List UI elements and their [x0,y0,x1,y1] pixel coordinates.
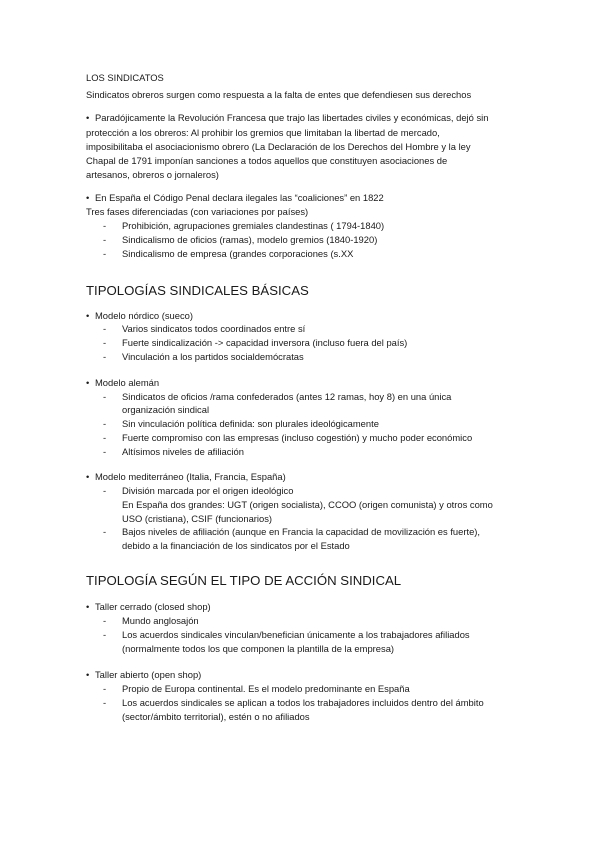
closed-shop-item-cont: (normalmente todos los que componen la plantilla de la empresa) [122,643,395,654]
dash-icon: - [103,697,107,708]
paradox-line-2: protección a los obreros: Al prohibir los gremios que limitaban la libertad de mercado, [86,127,440,138]
phase-item: Sindicalismo de oficios (ramas), modelo gremios (1840-1920) [122,234,378,245]
open-shop-item-cont: (sector/ámbito territorial), estén o no afiliados [122,711,310,722]
phase-item: Prohibición, agrupaciones gremiales clandestinas ( 1794-1840) [122,220,385,231]
bullet-icon: • [86,601,90,612]
nordic-item: Fuerte sindicalización -> capacidad inversora (incluso fuera del país) [122,337,408,348]
paradox-line-4: Chapal de 1791 imponían sanciones a todos aquellos que constituyen asociaciones de [86,155,448,166]
dash-icon: - [103,337,107,348]
mediterranean-item-cont: En España dos grandes: UGT (origen socialista), CCOO (origen comunista) y otros como [122,499,493,510]
bullet-icon: • [86,377,90,388]
german-label: • Modelo alemán [86,377,160,388]
german-item-cont: organización sindical [122,404,210,415]
dash-icon: - [103,351,107,362]
nordic-item: Varios sindicatos todos coordinados entre sí [122,323,306,334]
phases-intro: Tres fases diferenciadas (con variaciones por países) [86,206,309,217]
dash-icon: - [103,446,107,457]
closed-shop-label: • Taller cerrado (closed shop) [86,601,211,612]
spain-lead: • En España el Código Penal declara ilegales las “coaliciones” en 1822 [86,192,384,203]
nordic-label: • Modelo nórdico (sueco) [86,310,193,321]
dash-icon: - [103,432,107,443]
closed-shop-item: Mundo anglosajón [122,615,199,626]
section-heading-tipologias: TIPOLOGÍAS SINDICALES BÁSICAS [86,283,309,298]
bullet-icon: • [86,192,90,203]
bullet-icon: • [86,112,90,123]
dash-icon: - [103,234,107,245]
paradox-line-3: imposibilitaba el asociacionismo obrero (La Declaración de los Derechos del Hombre y la ley [86,141,471,152]
phase-item: Sindicalismo de empresa (grandes corporaciones (s.XX [122,248,354,259]
bullet-icon: • [86,471,90,482]
dash-icon: - [103,323,107,334]
german-item: Sindicatos de oficios /rama confederados (antes 12 ramas, hoy 8) en una única [122,391,452,402]
paradox-line-5: artesanos, obreros o jornaleros) [86,169,219,180]
closed-shop-item: Los acuerdos sindicales vinculan/benefician únicamente a los trabajadores afiliados [122,629,470,640]
dash-icon: - [103,629,107,640]
dash-icon: - [103,615,107,626]
bullet-icon: • [86,310,90,321]
german-item: Fuerte compromiso con las empresas (incluso cogestión) y mucho poder económico [122,432,473,443]
intro-text: Sindicatos obreros surgen como respuesta a la falta de entes que defendiesen sus derechos [86,89,472,100]
bullet-icon: • [86,669,90,680]
doc-title: LOS SINDICATOS [86,72,164,83]
nordic-item: Vinculación a los partidos socialdemócratas [122,351,304,362]
german-item: Altísimos niveles de afiliación [122,446,244,457]
dash-icon: - [103,485,107,496]
dash-icon: - [103,391,107,402]
mediterranean-item: Bajos niveles de afiliación (aunque en Francia la capacidad de movilización es fuerte), [122,526,481,537]
mediterranean-item-cont: USO (cristiana), CSIF (funcionarios) [122,513,273,524]
paradox-line-1: • Paradójicamente la Revolución Francesa que trajo las libertades civiles y económicas, dejó sin [86,112,489,123]
dash-icon: - [103,248,107,259]
dash-icon: - [103,220,107,231]
mediterranean-label: • Modelo mediterráneo (Italia, Francia, España) [86,471,286,482]
dash-icon: - [103,418,107,429]
open-shop-label: • Taller abierto (open shop) [86,669,202,680]
open-shop-item: Propio de Europa continental. Es el modelo predominante en España [122,683,410,694]
dash-icon: - [103,683,107,694]
open-shop-item: Los acuerdos sindicales se aplican a todos los trabajadores incluidos dentro del ámbito [122,697,484,708]
german-item: Sin vinculación política definida: son plurales ideológicamente [122,418,379,429]
mediterranean-item-cont: debido a la financiación de los sindicatos por el Estado [122,540,350,551]
section-heading-accion-sindical: TIPOLOGÍA SEGÚN EL TIPO DE ACCIÓN SINDICAL [86,573,402,588]
mediterranean-item: División marcada por el origen ideológico [122,485,294,496]
dash-icon: - [103,526,107,537]
